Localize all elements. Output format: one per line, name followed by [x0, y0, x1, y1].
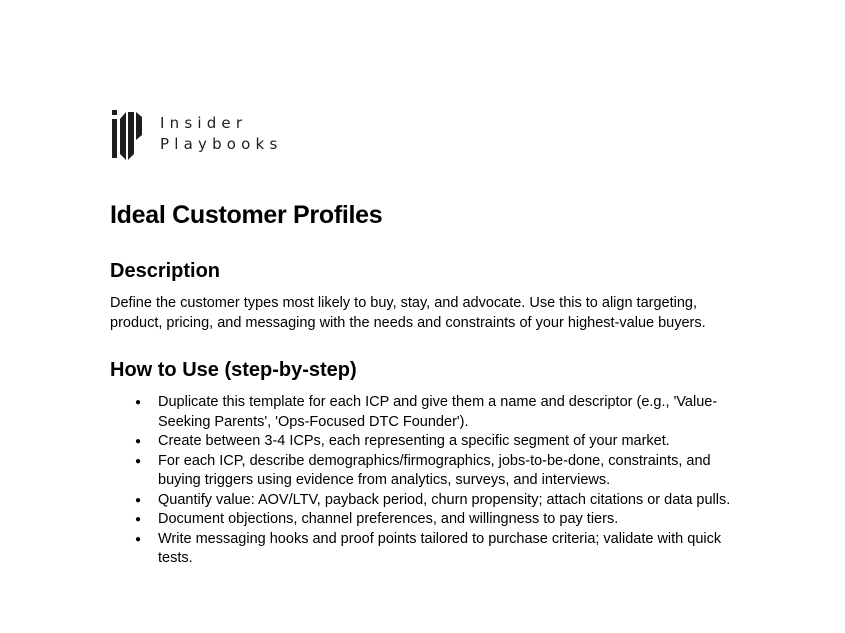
step-item: ● Create between 3-4 ICPs, each representing a specific segment of your market. [158, 432, 738, 452]
page-title: Ideal Customer Profiles [110, 201, 383, 229]
how-to-use-heading: How to Use (step-by-step) [110, 359, 357, 381]
step-item: ● Write messaging hooks and proof points tailored to purchase criteria; validate with quick tests. [158, 530, 738, 569]
step-item: ● Document objections, channel preferences, and willingness to pay tiers. [158, 510, 738, 530]
logo-wordmark [160, 113, 282, 155]
description-text: Define the customer types most likely to buy, stay, and advocate. Use this to align targeting, product, pricing, and messaging with the needs and constraints of your highest-value buyers. [110, 295, 706, 331]
insider-playbooks-logo [110, 110, 282, 161]
logo-line-2: Playbooks [160, 135, 283, 153]
logo-line-1: Insider [160, 114, 248, 132]
step-item: ● For each ICP, describe demographics/firmographics, jobs-to-be-done, constraints, and buying triggers using evidence from analytics, surveys, and interviews. [158, 452, 738, 491]
description-heading: Description [110, 260, 221, 282]
step-item: ● Duplicate this template for each ICP and give them a name and descriptor (e.g., 'Value-Seeking Parents', 'Ops-Focused DTC Founder'). [158, 393, 738, 432]
step-item: ● Quantify value: AOV/LTV, payback period, churn propensity; attach citations or data pulls. [158, 491, 738, 511]
steps-list [158, 393, 738, 569]
ip-logo-icon [110, 110, 144, 161]
